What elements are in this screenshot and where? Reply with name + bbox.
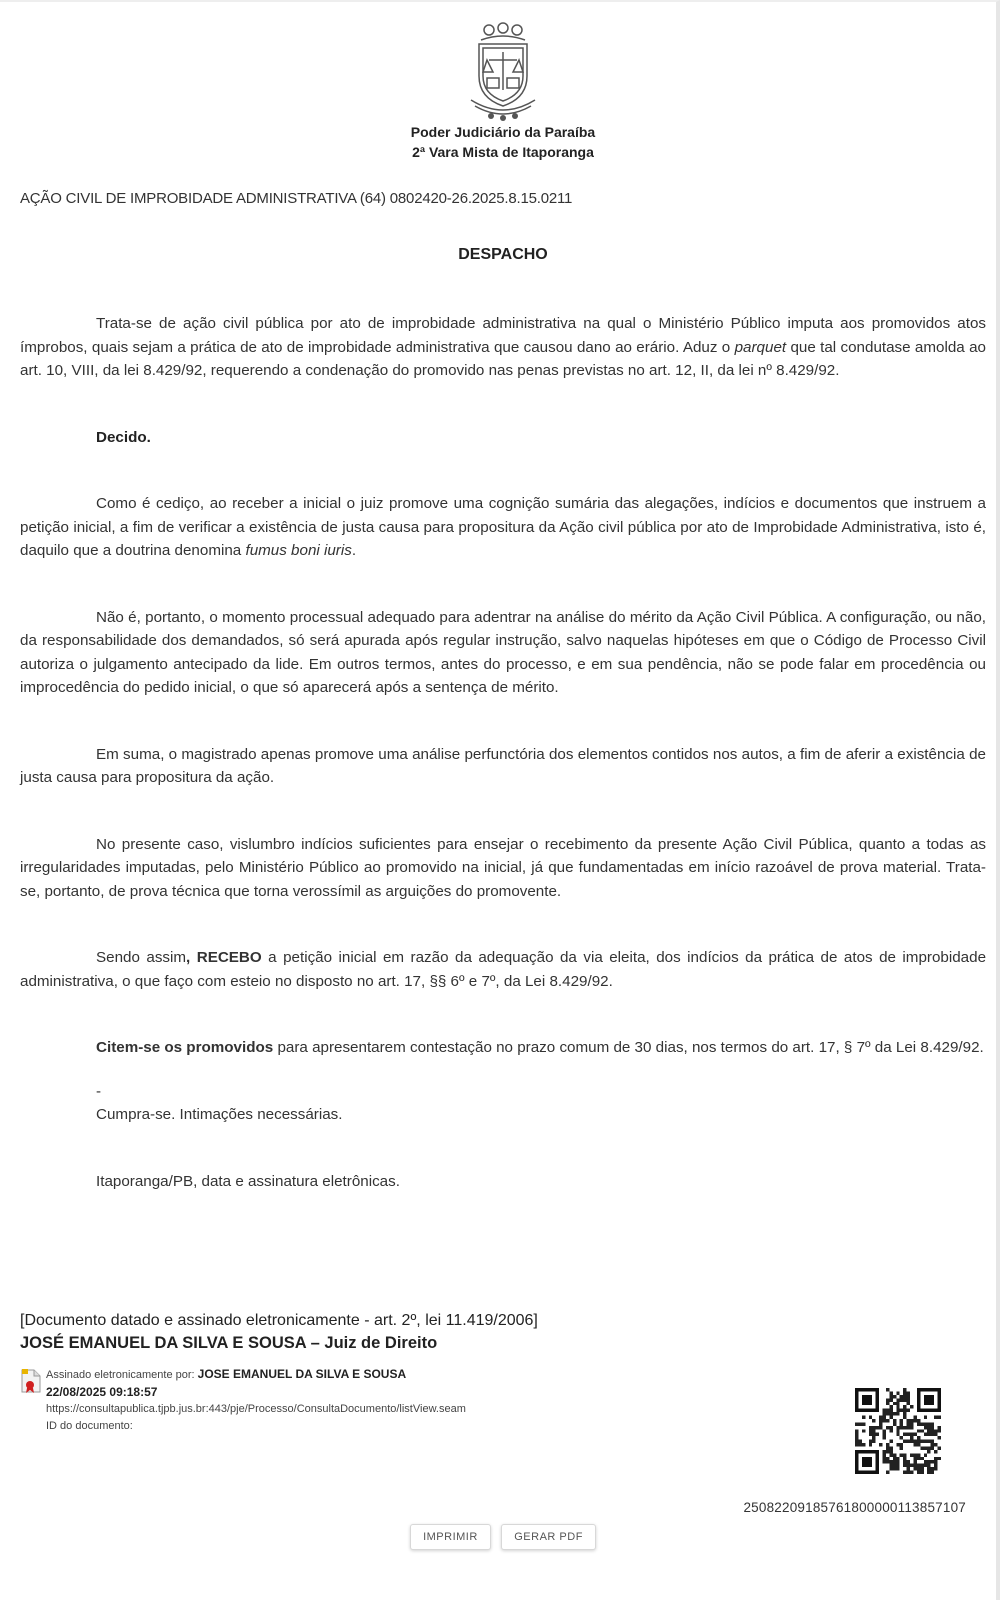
signed-document-icon: [20, 1368, 42, 1394]
paragraph-merito: Não é, portanto, o momento processual adequado para adentrar na análise do mérito da Ação Civil Pública. A configuração, ou não, da responsabilidade dos demandados, só será apurada após regular instrução, salvo naquelas hipóteses em que o Código de Processo Civil autoriza o julgamento antecipado da lide. Em outros termos, antes do processo, e em sua pendência, não se pode falar em procedência ou improcedência do pedido inicial, o que só aparecerá após a sentença de mérito.: [20, 608, 986, 696]
verification-url[interactable]: https://consultapublica.tjpb.jus.br:443/pje/Processo/ConsultaDocumento/listView.seam: [46, 1403, 466, 1415]
document-id-label: ID do documento:: [46, 1420, 133, 1432]
paragraph-cumpra: Cumpra-se. Intimações necessárias.: [96, 1106, 343, 1123]
print-button[interactable]: IMPRIMIR: [410, 1524, 491, 1550]
signature-datetime: 22/08/2025 09:18:57: [46, 1385, 158, 1399]
coat-of-arms-icon: [467, 20, 539, 122]
court-name: Poder Judiciário da Paraíba: [410, 124, 596, 140]
paragraph-cognicao: Como é cediço, ao receber a inicial o juiz promove uma cognição sumária das alegações, indícios e documentos que instruem a petição inicial, a fim de verificar a existência de justa causa para propositura da Ação civil pública por ato de Improbidade Administrativa, isto é, daquilo que a doutrina denomina fumus boni iuris.: [20, 495, 986, 559]
decision-heading: Decido.: [96, 428, 151, 446]
signature-block: [20, 1310, 538, 1354]
paragraph-citacao: Citem-se os promovidos para apresentarem contestação no prazo comum de 30 dias, nos termos do art. 17, § 7º da Lei 8.429/92.: [96, 1039, 984, 1056]
qr-code-icon: [855, 1388, 941, 1474]
document-header: [0, 20, 1006, 162]
document-body: [20, 312, 986, 1193]
document-number: 25082209185761800000113857107: [743, 1500, 966, 1515]
separator-dash: -: [96, 1082, 102, 1100]
signer-name: JOSE EMANUEL DA SILVA E SOUSA: [197, 1367, 407, 1381]
paragraph-intro: Trata-se de ação civil pública por ato de improbidade administrativa na qual o Ministério Público imputa aos promovidos atos ímprobos, quais sejam a prática de ato de improbidade administrativa que causou dano ao erário. Aduz o parquet que tal condutase amolda ao art. 10, VIII, da lei 8.429/92, requerendo a condenação do promovido nas penas previstas no art. 12, II, da lei nº 8.429/92.: [20, 315, 986, 379]
paragraph-presente-caso: No presente caso, vislumbro indícios suficientes para ensejar o recebimento da presente Ação Civil Pública, quanto a todas as irregularidades imputadas, pelo Ministério Público ao promovido na inicial, já que fundamentadas em início razoável de prova material. Trata-se, portanto, de prova técnica que torna verossímil as arguições do promovente.: [20, 835, 986, 900]
paragraph-recebo: Sendo assim, RECEBO a petição inicial em razão da adequação da via eleita, dos indícios da prática de atos de improbidade administrativa, o que faço com esteio no disposto no art. 17, §§ 6º e 7º, da Lei 8.429/92.: [20, 949, 987, 990]
paragraph-suma: Em suma, o magistrado apenas promove uma análise perfunctória dos elementos contidos nos autos, a fim de aferir a existência de justa causa para propositura da ação.: [20, 745, 986, 786]
process-number: AÇÃO CIVIL DE IMPROBIDADE ADMINISTRATIVA (64) 0802420-26.2025.8.15.0211: [20, 190, 573, 207]
electronic-signature: [20, 1366, 466, 1435]
judge-name: JOSÉ EMANUEL DA SILVA E SOUSA – Juiz de Direito: [20, 1334, 438, 1352]
document-title: DESPACHO: [458, 246, 548, 263]
paragraph-local: Itaporanga/PB, data e assinatura eletrônicas.: [96, 1172, 400, 1190]
action-buttons: [0, 1524, 1006, 1550]
court-unit: 2ª Vara Mista de Itaporanga: [412, 144, 594, 160]
signed-by-label: Assinado eletronicamente por:: [46, 1369, 198, 1381]
signature-note: [Documento datado e assinado eletronicamente - art. 2º, lei 11.419/2006]: [20, 1312, 538, 1329]
generate-pdf-button[interactable]: GERAR PDF: [501, 1524, 596, 1550]
